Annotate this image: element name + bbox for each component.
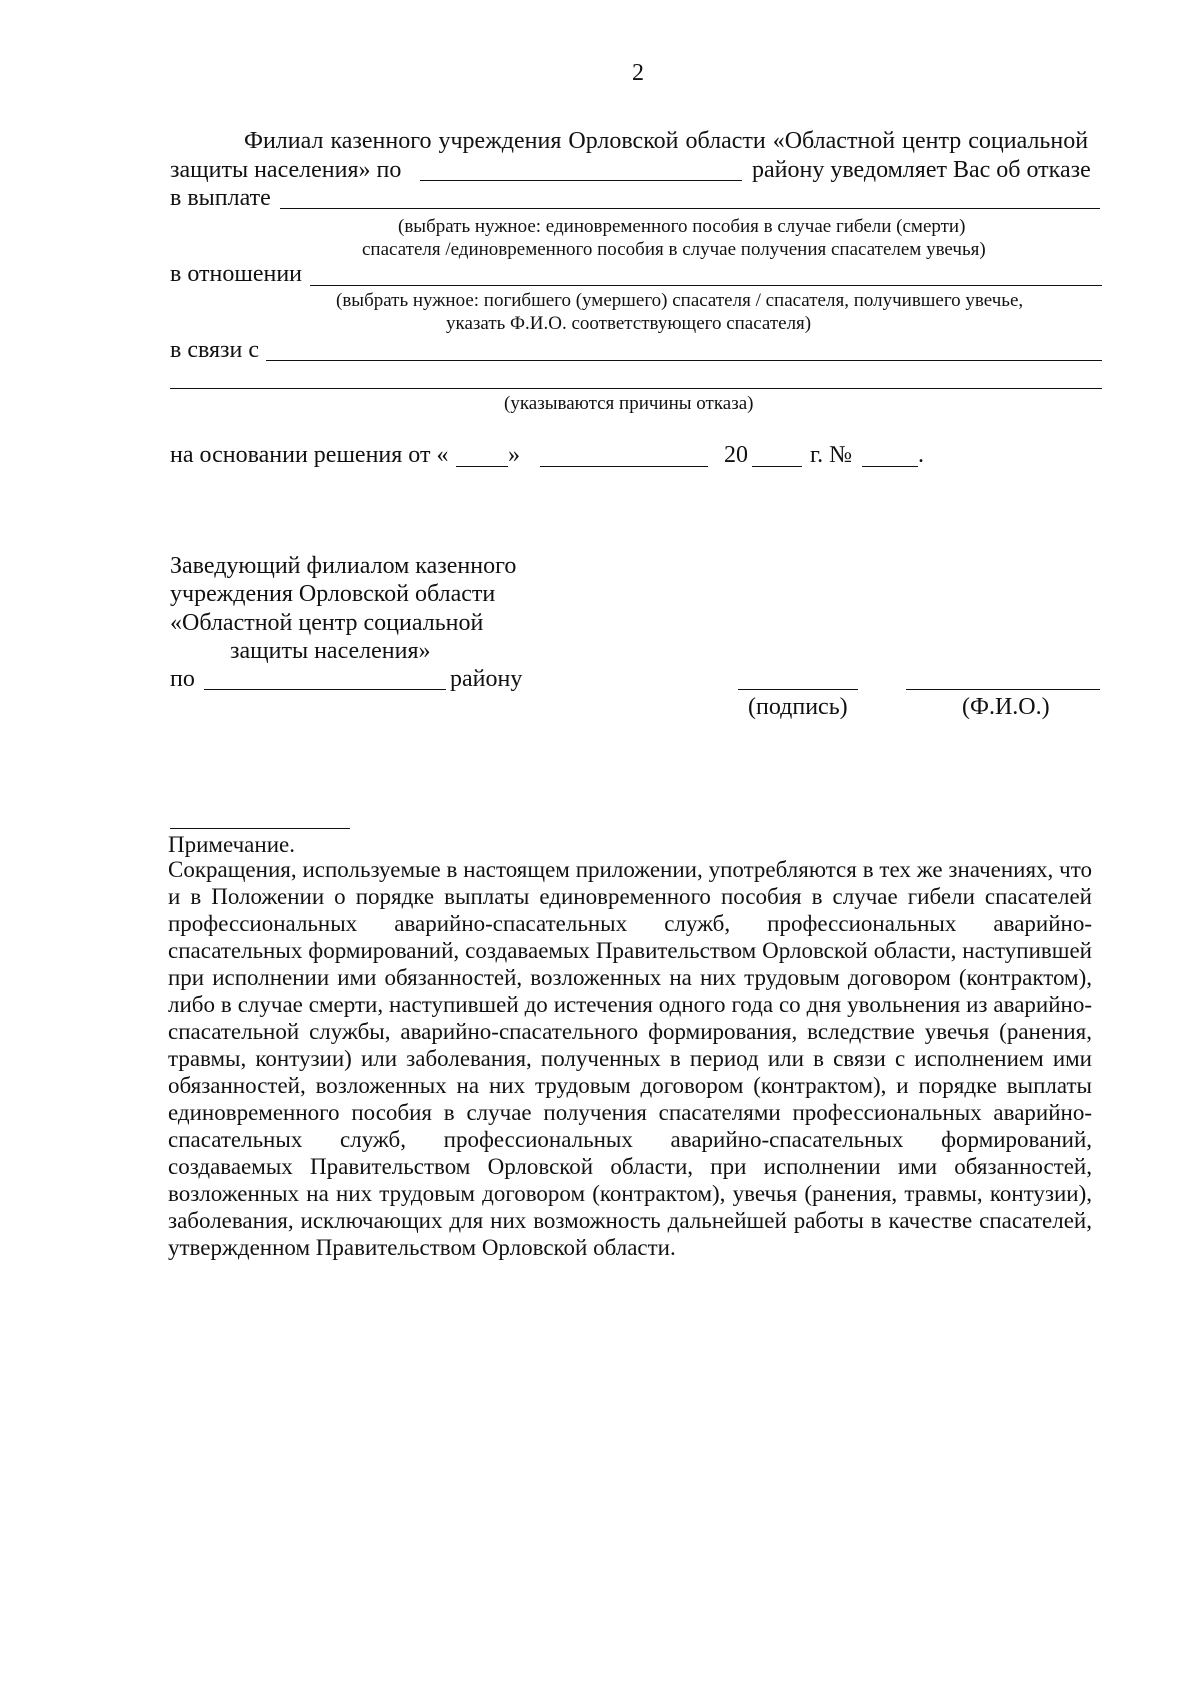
signatory-line-2: учреждения Орловской области — [170, 581, 496, 607]
fio-blank-line — [906, 689, 1100, 690]
reason-hint: (указываются причины отказа) — [504, 393, 754, 414]
signature-blank-line — [738, 689, 858, 690]
signatory-line-5-suffix: району — [450, 666, 523, 692]
decision-year-prefix: 20 — [724, 442, 748, 468]
reason-blank-line-2 — [170, 388, 1102, 389]
signatory-line-5-prefix: по — [170, 666, 195, 692]
decision-year-blank — [752, 466, 802, 467]
intro-line-1: Филиал казенного учреждения Орловской области «Областной центр социальной — [244, 128, 1089, 154]
relation-hint-line-1: (выбрать нужное: погибшего (умершего) спасателя / спасателя, получившего увечье, — [336, 290, 1024, 311]
relation-label: в отношении — [170, 261, 303, 287]
decision-end: . — [918, 442, 924, 468]
payment-label: в выплате — [170, 185, 271, 211]
relation-blank-line — [310, 285, 1102, 286]
decision-month-blank — [540, 466, 708, 467]
note-text: Сокращения, используемые в настоящем приложении, употребляются в тех же значениях, что и в Положении о порядке выплаты единовременного пособия в случае гибели спасателей профессиональных аварийно-спасательных служб, профессиональных аварийно-спасательных формирований, создаваемых Правительством Орловской области, наступившей при исполнении ими обязанностей, возложенных на них трудовым договором (контрактом), либо в случае смерти, наступившей до истечения одного года со дня увольнения из аварийно-спасательной службы, аварийно-спасательного формирования, вследствие увечья (ранения, травмы, контузии) или заболевания, полученных в период или в связи с исполнением ими обязанностей, возложенных на них трудовым договором (контрактом), и порядке выплаты единовременного пособия в случае получения спасателями профессиональных аварийно-спасательных служб, профессиональных аварийно-спасательных формирований, создаваемых Правительством Орловской области, при исполнении ими обязанностей, возложенных на них трудовым договором (контрактом), увечья (ранения, травмы, контузии), заболевания, исключающих для них возможность дальнейшей работы в качестве спасателей, утвержденном Правительством Орловской области. — [168, 857, 1092, 1260]
district-blank-line — [420, 180, 742, 181]
decision-number-blank — [862, 466, 918, 467]
payment-hint-line-1: (выбрать нужное: единовременного пособия в случае гибели (смерти) — [398, 216, 966, 237]
intro-line-2-left: защиты населения» по — [170, 157, 402, 183]
signatory-district-blank — [204, 689, 446, 690]
reason-label: в связи с — [170, 337, 260, 363]
note-title: Примечание. — [168, 832, 295, 857]
fio-label: (Ф.И.О.) — [962, 694, 1050, 720]
payment-hint-line-2: спасателя /единовременного пособия в случае получения спасателем увечья) — [362, 239, 986, 260]
signature-label: (подпись) — [748, 694, 848, 720]
reason-blank-line-1 — [266, 360, 1102, 361]
decision-quote-close: » — [508, 442, 520, 468]
decision-prefix: на основании решения от « — [170, 442, 449, 468]
intro-line-2-right: району уведомляет Вас об отказе — [752, 157, 1091, 183]
signatory-line-3: «Областной центр социальной — [170, 610, 484, 636]
payment-blank-line — [280, 208, 1100, 209]
decision-number-label: г. № — [810, 442, 853, 468]
signatory-line-1: Заведующий филиалом казенного — [170, 553, 517, 579]
relation-hint-line-2: указать Ф.И.О. соответствующего спасателя) — [446, 313, 812, 334]
signatory-line-4: защиты населения» — [230, 638, 431, 664]
footnote-separator — [170, 828, 350, 829]
page-number: 2 — [632, 60, 644, 86]
decision-day-blank — [456, 466, 508, 467]
